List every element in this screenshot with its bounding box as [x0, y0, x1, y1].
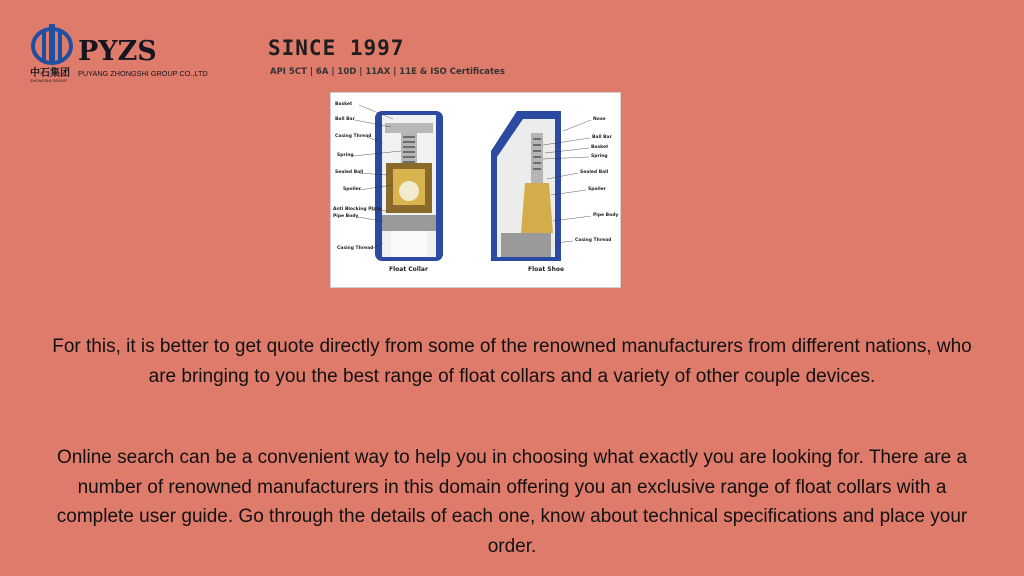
diagram-label: Anti Blocking Plate — [333, 207, 382, 212]
diagram-label: Nose — [593, 117, 606, 122]
diagram-label: Ball Bar — [335, 117, 355, 122]
float-shoe-caption: Float Shoe — [528, 266, 565, 273]
diagram-label: Spring — [591, 154, 608, 159]
diagram-label: Spoiler — [588, 187, 606, 192]
diagram-label: Basket — [591, 145, 609, 150]
logo-emblem-icon — [33, 24, 71, 64]
diagram-label: Casing Thread — [335, 134, 372, 139]
diagram-label: Pipe Body — [333, 214, 359, 219]
logo-chinese-name: 中石集团 — [30, 68, 70, 79]
certificates-line: API 5CT | 6A | 10D | 11AX | 11E & ISO Certificates — [270, 67, 505, 77]
float-collar-caption: Float Collar — [389, 266, 428, 273]
logo-company-name: PUYANG ZHONGSHI GROUP CO.,LTD — [78, 69, 208, 78]
float-equipment-diagram — [330, 92, 621, 288]
diagram-label: Spring — [337, 153, 354, 158]
float-shoe-illustration — [491, 111, 561, 261]
body-paragraph-2: Online search can be a convenient way to help you in choosing what exactly you are looking for. There are a number of renowned manufacturers in this domain offering you an exclusive range of float collars with a complete user guide. Go through the details of each one, know about technical specifications and place your order. — [56, 447, 968, 557]
logo-sub-name: ZHONGSHI GROUP — [30, 78, 67, 83]
diagram-label: Ball Bar — [592, 135, 612, 140]
diagram-label: Spoiler — [343, 187, 361, 192]
logo-brand-text: PYZS — [78, 36, 157, 67]
company-logo — [30, 24, 210, 84]
diagram-label: Casing Thread — [337, 246, 374, 251]
diagram-label: Sealed Ball — [335, 170, 364, 175]
since-heading: SINCE 1997 — [268, 36, 405, 60]
diagram-label: Pipe Body — [593, 213, 619, 218]
diagram-label: Basket — [335, 102, 353, 107]
body-paragraph-1: For this, it is better to get quote directly from some of the renowned manufacturers from different nations, who are bringing to you the best range of float collars and a variety of other couple devices. — [52, 336, 972, 387]
diagram-label: Casing Thread — [575, 238, 612, 243]
diagram-label: Sealed Ball — [580, 170, 609, 175]
